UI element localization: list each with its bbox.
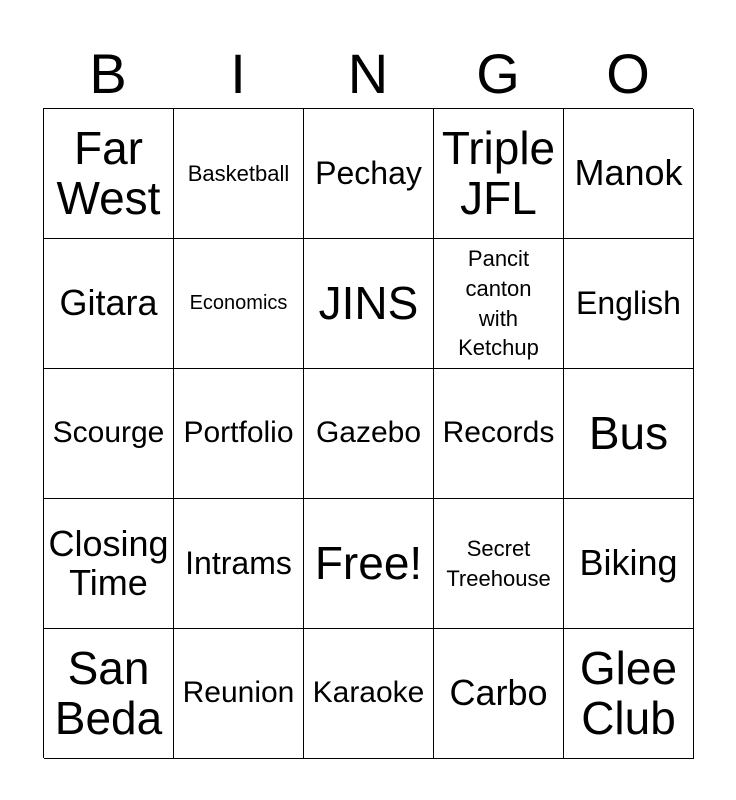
bingo-cell[interactable]	[174, 369, 304, 499]
bingo-cell[interactable]	[44, 109, 174, 239]
header-letter-o: O	[606, 42, 650, 105]
cell-label: Glee Club	[579, 641, 678, 744]
bingo-cell[interactable]	[564, 629, 694, 759]
bingo-cell[interactable]	[564, 369, 694, 499]
cell-label: San Beda	[54, 641, 163, 744]
bingo-cell[interactable]	[564, 499, 694, 629]
cell-label: Bus	[588, 406, 669, 459]
bingo-cell[interactable]	[44, 629, 174, 759]
cell-label: Triple JFL	[441, 121, 556, 224]
bingo-cell[interactable]	[434, 629, 564, 759]
cell-label: Scourge	[52, 416, 165, 450]
cell-label: Reunion	[182, 676, 295, 710]
cell-label: Closing Time	[48, 522, 169, 603]
cell-label: Records	[442, 416, 555, 450]
header-letter-n: N	[347, 42, 389, 105]
bingo-cell[interactable]	[434, 499, 564, 629]
cell-label: Karaoke	[312, 676, 425, 710]
cell-label: Carbo	[449, 672, 548, 714]
bingo-header	[43, 40, 693, 108]
cell-label: Pechay	[315, 155, 422, 192]
header-letter-g: G	[476, 42, 520, 105]
cell-label: English	[576, 285, 681, 322]
bingo-cell[interactable]	[174, 239, 304, 369]
bingo-cell[interactable]	[304, 629, 434, 759]
cell-label: Secret Treehouse	[446, 535, 551, 591]
bingo-cell[interactable]	[564, 239, 694, 369]
header-letter-i: I	[230, 42, 246, 105]
bingo-cell[interactable]	[304, 109, 434, 239]
cell-label: JINS	[318, 276, 419, 329]
bingo-cell[interactable]	[174, 109, 304, 239]
cell-label: Gazebo	[315, 416, 422, 450]
bingo-cell[interactable]	[304, 369, 434, 499]
bingo-cell[interactable]	[174, 499, 304, 629]
cell-label: Gitara	[59, 282, 158, 324]
cell-label: Far West	[56, 121, 161, 224]
bingo-cell[interactable]	[434, 369, 564, 499]
cell-label: Basketball	[187, 160, 290, 186]
cell-label: Portfolio	[183, 416, 294, 450]
bingo-cell[interactable]	[434, 239, 564, 369]
cell-label: Manok	[574, 152, 683, 194]
bingo-board	[43, 108, 693, 758]
bingo-cell[interactable]	[44, 239, 174, 369]
bingo-cell[interactable]	[174, 629, 304, 759]
free-space-cell[interactable]	[304, 499, 434, 629]
cell-label: Biking	[579, 542, 678, 584]
cell-label: Intrams	[185, 545, 292, 582]
free-space-label: Free!	[314, 536, 423, 589]
cell-label: Pancit canton with Ketchup	[458, 246, 539, 361]
bingo-cell[interactable]	[434, 109, 564, 239]
bingo-cell[interactable]	[44, 369, 174, 499]
header-letter-b: B	[89, 42, 127, 105]
cell-label: Economics	[189, 291, 288, 314]
bingo-cell[interactable]	[304, 239, 434, 369]
bingo-cell[interactable]	[44, 499, 174, 629]
bingo-cell[interactable]	[564, 109, 694, 239]
